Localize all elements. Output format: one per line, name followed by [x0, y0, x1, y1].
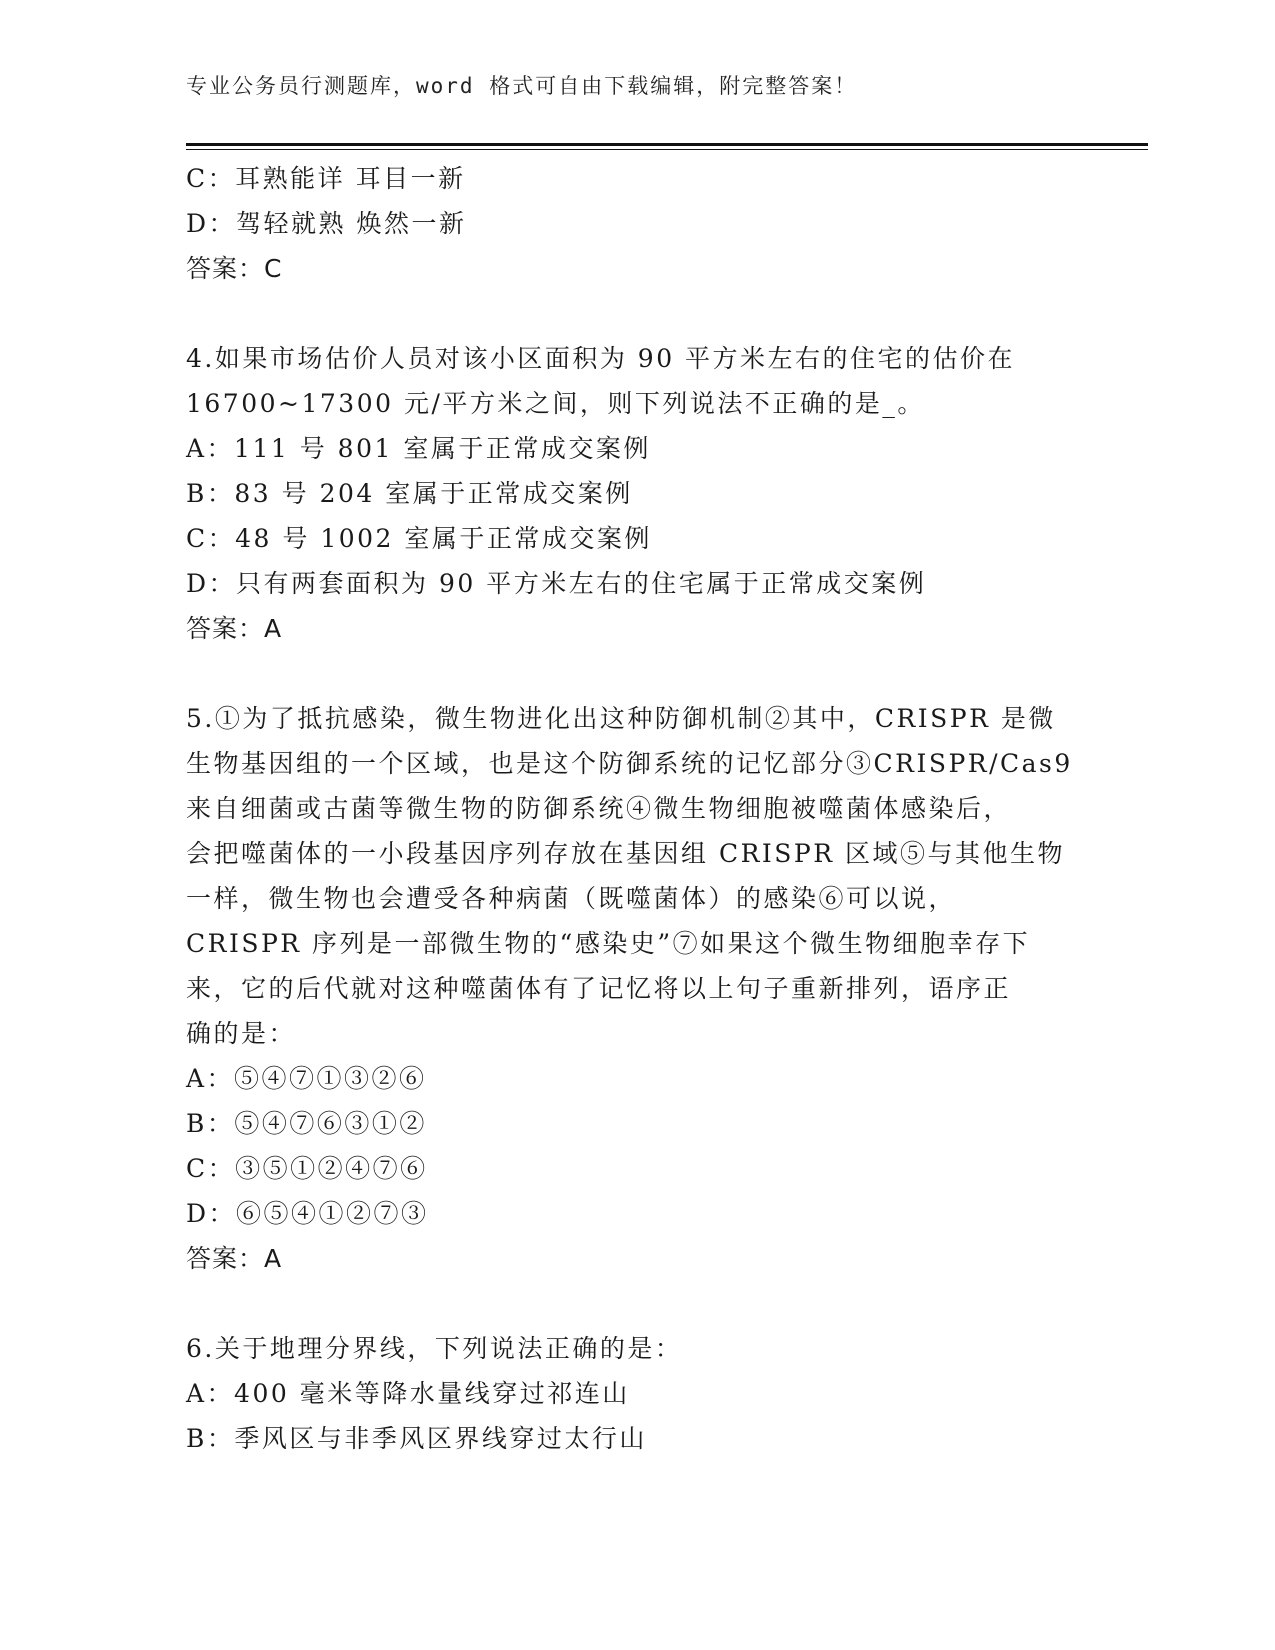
spacer	[186, 1281, 1086, 1326]
q5-stem-line: 来，它的后代就对这种噬菌体有了记忆将以上句子重新排列，语序正	[186, 974, 1012, 1003]
q5-stem-line: 生物基因组的一个区域，也是这个防御系统的记忆部分③CRISPR/Cas9	[186, 749, 1073, 778]
q5-stem-line: 确的是：	[186, 1019, 297, 1048]
q3-option-c: C：耳熟能详 耳目一新	[186, 164, 466, 193]
q5-option-a: A：⑤④⑦①③②⑥	[186, 1064, 427, 1093]
q4-option-c: C：48 号 1002 室属于正常成交案例	[186, 524, 652, 553]
q4-stem-line: 16700~17300 元/平方米之间，则下列说法不正确的是_。	[186, 389, 925, 418]
q5-stem-line: CRISPR 序列是一部微生物的“感染史”⑦如果这个微生物细胞幸存下	[186, 929, 1031, 958]
q5-option-d: D：⑥⑤④①②⑦③	[186, 1199, 429, 1228]
q5-stem-line: 会把噬菌体的一小段基因序列存放在基因组 CRISPR 区域⑤与其他生物	[186, 839, 1065, 868]
document-body	[186, 156, 1086, 1461]
q6-stem-line: 6.关于地理分界线，下列说法正确的是：	[186, 1334, 683, 1363]
q4-option-a: A：111 号 801 室属于正常成交案例	[186, 434, 651, 463]
page-header: 专业公务员行测题库，word 格式可自由下载编辑，附完整答案！	[186, 74, 858, 98]
q5-option-c: C：③⑤①②④⑦⑥	[186, 1154, 428, 1183]
q4-option-d: D：只有两套面积为 90 平方米左右的住宅属于正常成交案例	[186, 569, 927, 598]
q5-stem-line: 5.①为了抵抗感染，微生物进化出这种防御机制②其中，CRISPR 是微	[186, 704, 1056, 733]
spacer	[186, 651, 1086, 696]
spacer	[186, 291, 1086, 336]
header-rule-thick	[186, 143, 1148, 146]
q5-option-b: B：⑤④⑦⑥③①②	[186, 1109, 427, 1138]
q6-option-b: B：季风区与非季风区界线穿过太行山	[186, 1424, 647, 1453]
q3-option-d: D：驾轻就熟 焕然一新	[186, 209, 467, 238]
q5-stem-line: 一样，微生物也会遭受各种病菌（既噬菌体）的感染⑥可以说，	[186, 884, 957, 913]
q4-stem-line: 4.如果市场估价人员对该小区面积为 90 平方米左右的住宅的估价在	[186, 344, 1016, 373]
q6-option-a: A：400 毫米等降水量线穿过祁连山	[186, 1379, 630, 1408]
q4-answer: 答案：A	[186, 614, 283, 643]
header-rule-thin	[186, 149, 1148, 150]
q5-answer: 答案：A	[186, 1244, 283, 1273]
q3-answer: 答案：C	[186, 254, 283, 283]
q5-stem-line: 来自细菌或古菌等微生物的防御系统④微生物细胞被噬菌体感染后，	[186, 794, 1012, 823]
q4-option-b: B：83 号 204 室属于正常成交案例	[186, 479, 633, 508]
